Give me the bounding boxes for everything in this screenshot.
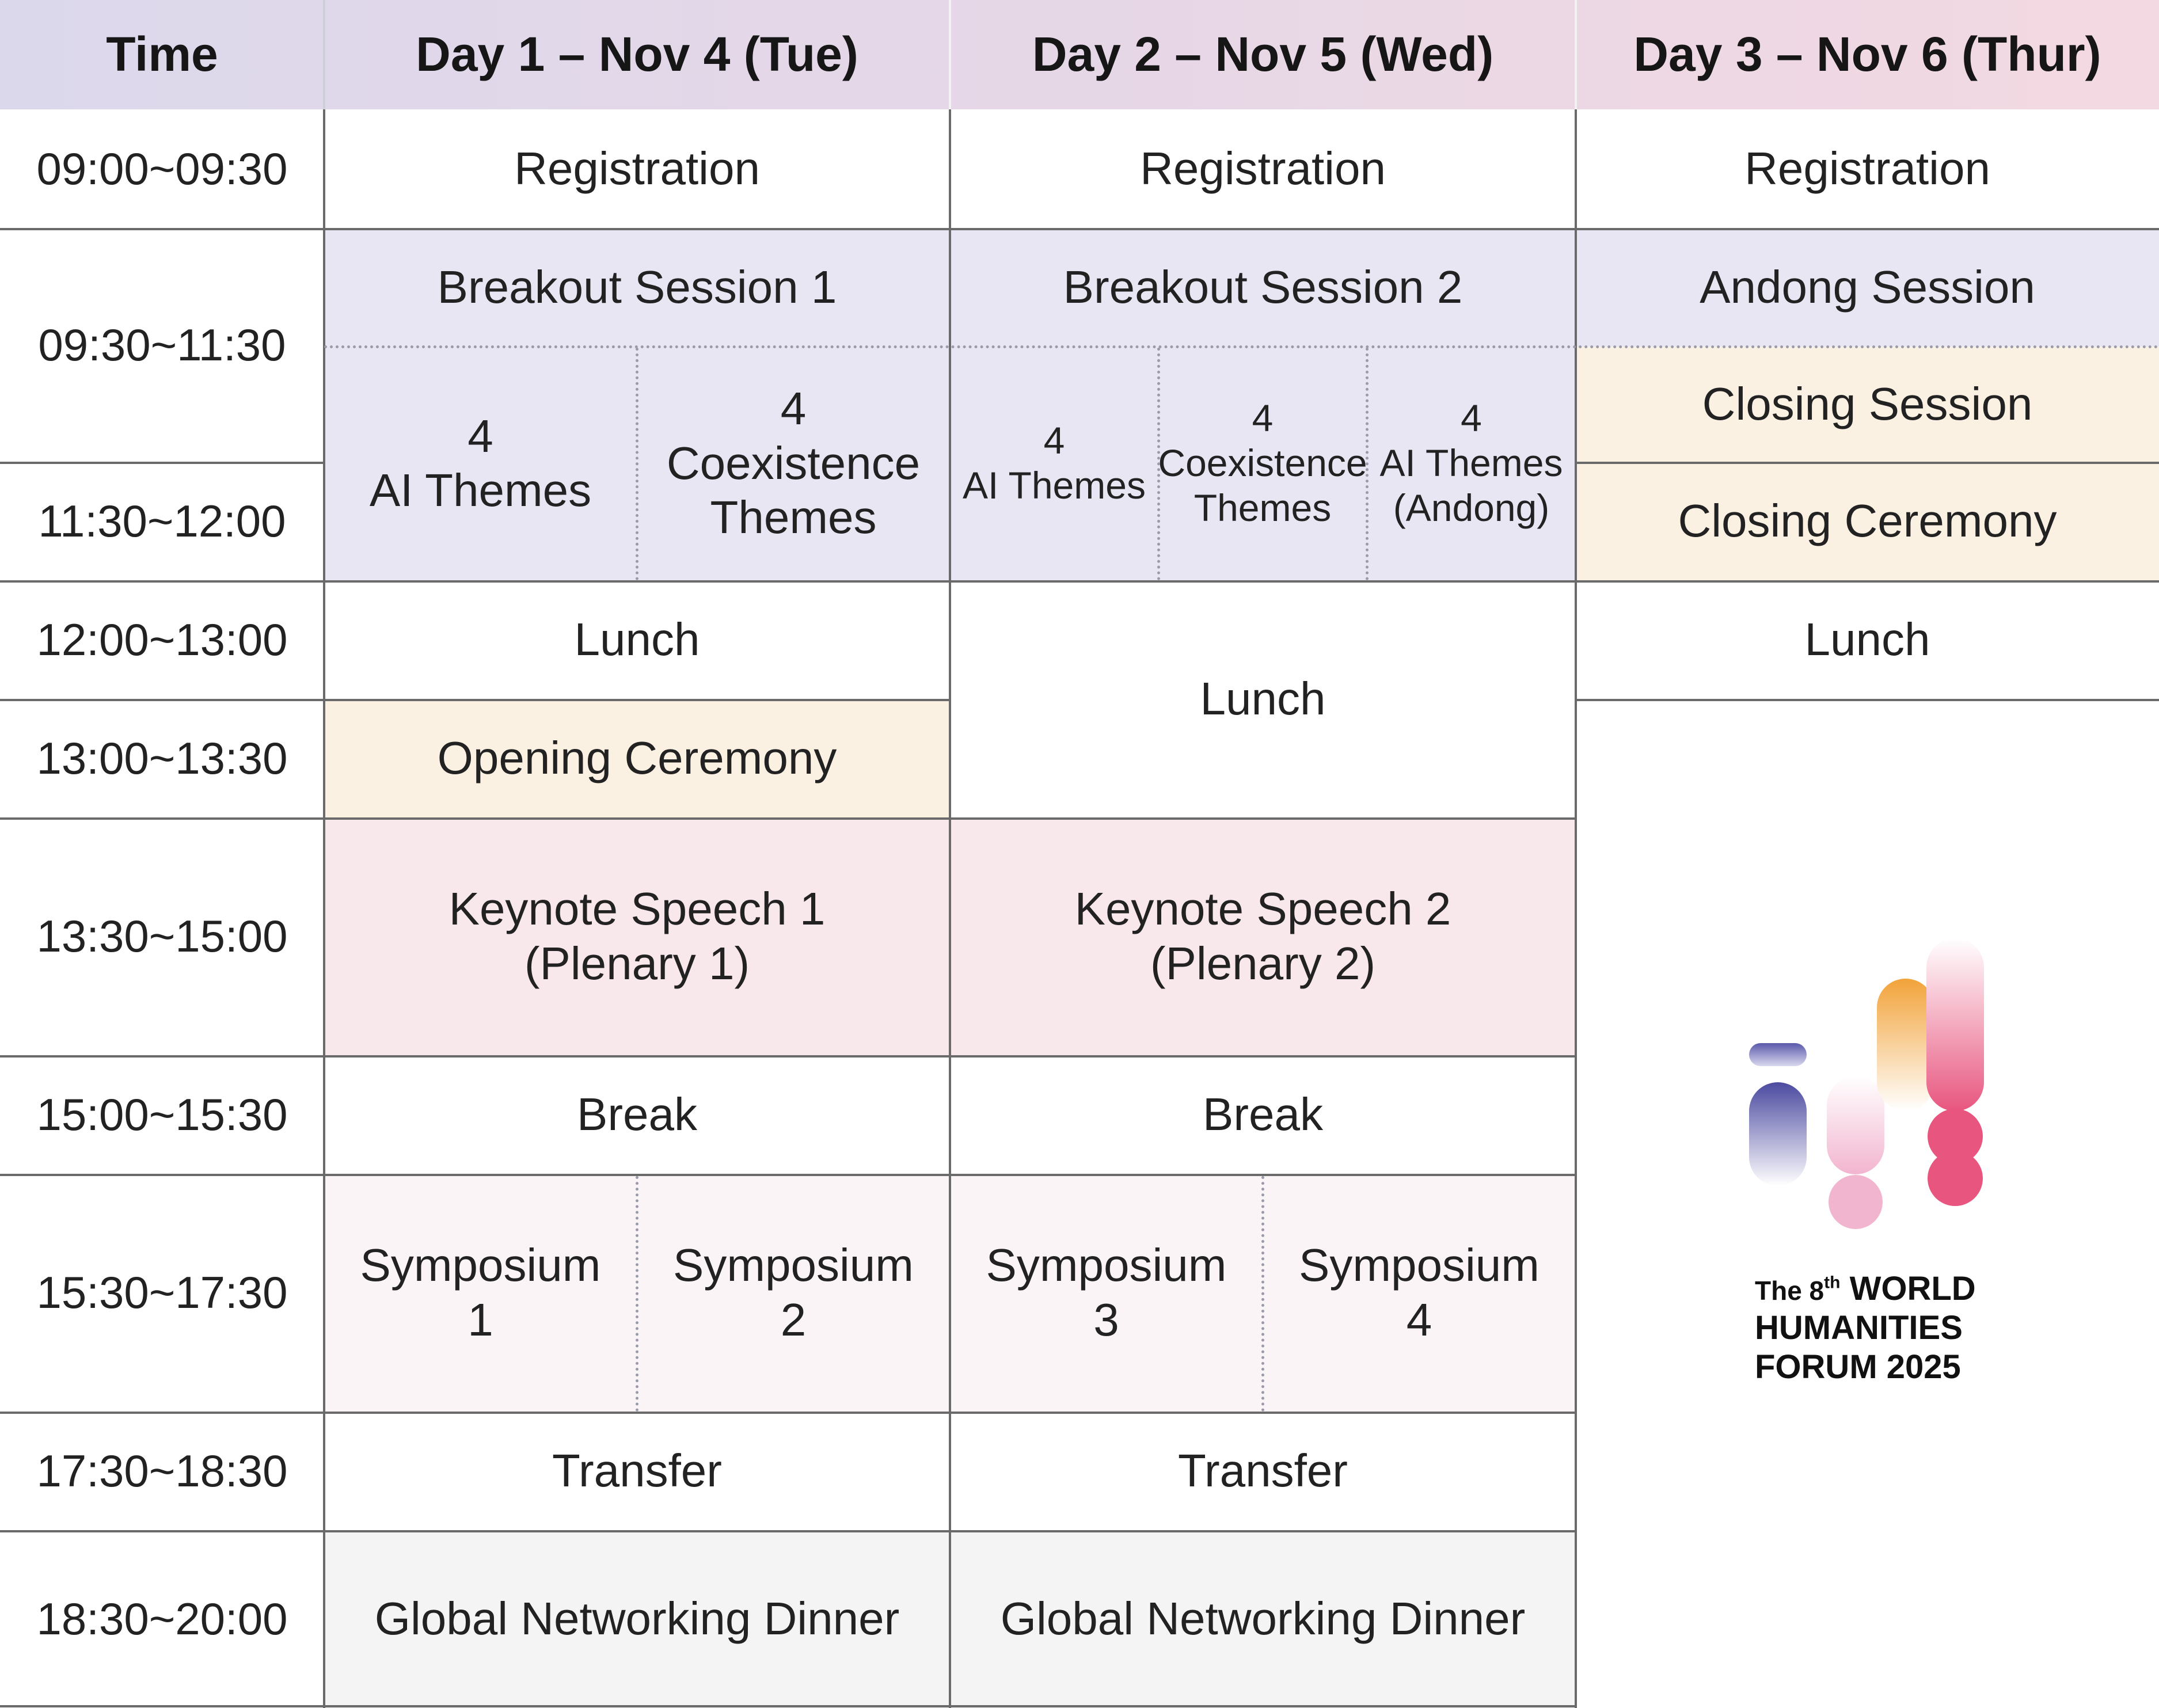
day2-andong-line2: (Andong) (1393, 486, 1550, 529)
row-divider (0, 699, 950, 701)
time-slot: 13:00~13:30 (36, 732, 288, 783)
day1-coex-count: 4 (780, 383, 807, 435)
day1-lunch: Lunch (574, 613, 700, 665)
symposium-3-line2: 3 (1093, 1294, 1119, 1345)
logo-text-line3: FORUM 2025 (1755, 1348, 1961, 1386)
row-divider (1576, 462, 2159, 464)
column-divider (1575, 109, 1577, 1708)
time-slot: 13:30~15:00 (36, 911, 288, 962)
day2-lunch: Lunch (1200, 672, 1326, 724)
day1-break: Break (577, 1088, 697, 1140)
day1-ai-count: 4 (467, 410, 493, 462)
day1-ai-themes (324, 347, 637, 580)
day2-symposium-4 (1263, 1174, 1576, 1412)
day2-andong-line1: AI Themes (1379, 442, 1563, 485)
day2-coexistence-themes (1158, 347, 1367, 580)
day2-coex-line2: Themes (1193, 486, 1332, 529)
day2-coex-count: 4 (1252, 397, 1274, 440)
column-divider (1575, 0, 1577, 109)
day1-keynote (324, 817, 950, 1055)
breakout-dotted-divider (1157, 348, 1160, 580)
breakout-dotted-divider (1366, 348, 1369, 580)
logo-line1-sup: th (1824, 1273, 1841, 1292)
logo-text-line2: HUMANITIES (1755, 1309, 1963, 1346)
day2-symposium-3 (950, 1174, 1263, 1412)
logo-text-line1 (1755, 1272, 1997, 1306)
day1-keynote-line2: (Plenary 1) (524, 937, 750, 989)
column-divider (949, 109, 951, 1708)
header-time: Time (106, 27, 218, 82)
time-slot: 15:00~15:30 (36, 1089, 288, 1140)
day2-ai-count: 4 (1043, 419, 1065, 462)
time-slot: 17:30~18:30 (36, 1445, 288, 1496)
day1-opening-ceremony: Opening Ceremony (324, 699, 950, 817)
day1-symposium-1 (324, 1174, 637, 1412)
day2-break: Break (1203, 1088, 1323, 1140)
column-divider (323, 109, 325, 1708)
forum-logo-mark (1743, 938, 1997, 1249)
symposium-2-line1: Symposium (673, 1239, 914, 1291)
day2-breakout-title: Breakout Session 2 (1063, 261, 1463, 313)
row-divider (0, 1530, 1576, 1532)
day2-transfer: Transfer (1178, 1444, 1348, 1496)
logo-line1-word: WORLD (1849, 1270, 1976, 1307)
day2-keynote-line2: (Plenary 2) (1150, 937, 1376, 989)
day3-closing-ceremony: Closing Ceremony (1576, 462, 2159, 580)
day2-coex-line1: Coexistence (1158, 442, 1367, 485)
symposium-2-line2: 2 (780, 1294, 807, 1345)
day1-coexistence-themes (637, 347, 950, 580)
day3-andong-session: Andong Session (1576, 228, 2159, 347)
day1-breakout-title: Breakout Session 1 (437, 261, 837, 313)
day2-ai-label: AI Themes (963, 464, 1146, 507)
symposium-1-line2: 1 (467, 1294, 493, 1345)
time-slot: 09:30~11:30 (38, 319, 286, 370)
day3-registration: Registration (1744, 142, 1990, 194)
day1-dinner: Global Networking Dinner (324, 1530, 950, 1708)
day2-keynote (950, 817, 1576, 1055)
column-divider (949, 0, 951, 109)
day1-registration: Registration (514, 142, 760, 194)
day1-keynote-line1: Keynote Speech 1 (448, 883, 826, 935)
breakout-dotted-divider (324, 345, 2159, 348)
row-divider (1576, 699, 2159, 701)
time-slot: 11:30~12:00 (38, 495, 286, 546)
time-slot: 15:30~17:30 (36, 1267, 288, 1318)
day2-dinner: Global Networking Dinner (950, 1530, 1576, 1708)
forum-logo (1743, 938, 1997, 1399)
time-slot: 09:00~09:30 (36, 143, 288, 194)
day1-symposium-2 (637, 1174, 950, 1412)
day2-registration: Registration (1140, 142, 1386, 194)
symposium-3-line1: Symposium (986, 1239, 1227, 1291)
time-slot: 18:30~20:00 (36, 1593, 288, 1645)
day1-transfer: Transfer (552, 1444, 722, 1496)
symposium-dotted-divider (1261, 1176, 1264, 1412)
symposium-4-line1: Symposium (1299, 1239, 1540, 1291)
row-divider (0, 462, 324, 464)
day3-closing-session: Closing Session (1576, 347, 2159, 462)
breakout-dotted-divider (636, 348, 638, 580)
day1-coex-line1: Coexistence (666, 437, 921, 489)
header-day3: Day 3 – Nov 6 (Thur) (1633, 27, 2101, 82)
header-day2: Day 2 – Nov 5 (Wed) (1032, 27, 1494, 82)
row-divider (0, 1055, 1576, 1057)
symposium-1-line1: Symposium (360, 1239, 601, 1291)
time-slot: 12:00~13:00 (36, 614, 288, 665)
header-day1: Day 1 – Nov 4 (Tue) (416, 27, 858, 82)
day2-ai-themes (950, 347, 1158, 580)
symposium-dotted-divider (636, 1176, 638, 1412)
row-divider (0, 817, 1576, 820)
row-divider (0, 1174, 1576, 1176)
row-divider (0, 1705, 1576, 1707)
day1-coex-line2: Themes (710, 492, 877, 543)
logo-line1-prefix: The 8 (1755, 1276, 1824, 1306)
day2-andong-count: 4 (1461, 397, 1482, 440)
day3-lunch: Lunch (1804, 613, 1930, 665)
day2-keynote-line1: Keynote Speech 2 (1074, 883, 1451, 935)
day2-ai-themes-andong (1367, 347, 1576, 580)
day1-ai-label: AI Themes (369, 465, 592, 516)
row-divider (0, 1412, 1576, 1414)
symposium-4-line2: 4 (1406, 1294, 1432, 1345)
